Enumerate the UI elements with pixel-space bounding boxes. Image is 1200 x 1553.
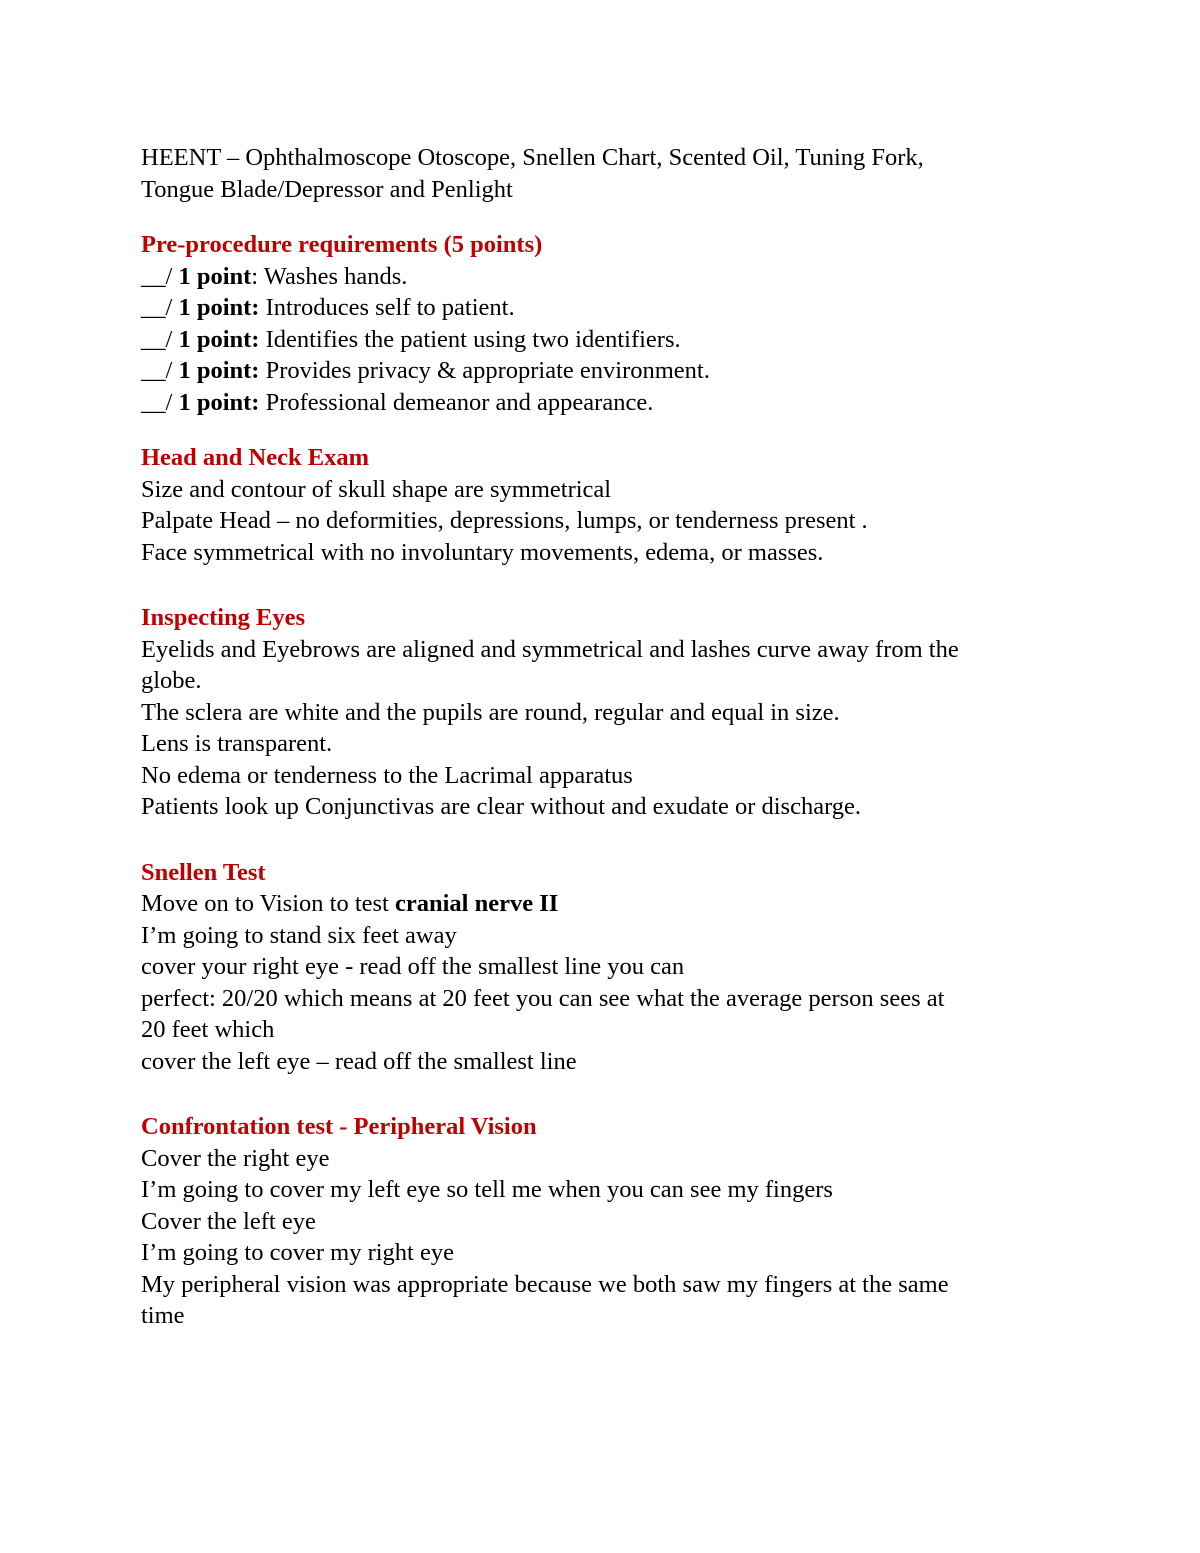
body-line: Cover the left eye — [141, 1207, 316, 1235]
spacer — [141, 418, 1071, 442]
eyes-heading: Inspecting Eyes — [141, 604, 306, 631]
score-blank: __/ — [141, 388, 179, 416]
body-line: No edema or tenderness to the Lacrimal apparatus — [141, 761, 633, 789]
checklist-text: Washes hands. — [263, 262, 408, 290]
points-label: 1 point: — [178, 325, 260, 353]
spacer — [141, 568, 1071, 602]
snellen-heading: Snellen Test — [141, 858, 266, 886]
body-line: Lens is transparent. — [141, 730, 333, 757]
score-blank: __/ — [141, 357, 179, 384]
body-line: globe. — [141, 667, 202, 694]
emphasis-text: cranial nerve II — [394, 890, 559, 917]
checklist-item — [141, 292, 1071, 324]
body-line: I’m going to cover my right eye — [141, 1239, 454, 1266]
points-label: 1 point — [178, 262, 252, 290]
body-line: I’m going to stand six feet away — [141, 921, 457, 949]
intro-line-2: Tongue Blade/Depressor and Penlight — [141, 175, 513, 203]
preprocedure-heading: Pre-procedure requirements (5 points) — [141, 231, 543, 258]
body-line: cover your right eye - read off the smallest line you can — [141, 953, 685, 980]
checklist-item — [141, 261, 1071, 293]
body-line: Eyelids and Eyebrows are aligned and symmetrical and lashes curve away from the — [141, 635, 959, 663]
intro-line-1: HEENT – Ophthalmoscope Otoscope, Snellen Chart, Scented Oil, Tuning Fork, — [141, 144, 924, 171]
body-line — [141, 888, 1071, 920]
body-line: cover the left eye – read off the smallest line — [141, 1047, 577, 1075]
checklist-text: Introduces self to patient. — [265, 294, 515, 321]
checklist-text: Identifies the patient using two identifiers. — [265, 325, 681, 353]
score-blank: __/ — [141, 325, 179, 353]
document-page — [141, 142, 1071, 1332]
separator: : — [251, 262, 264, 290]
body-line: Size and contour of skull shape are symmetrical — [141, 475, 612, 503]
score-blank: __/ — [141, 262, 179, 290]
score-blank: __/ — [141, 294, 179, 321]
body-line: Palpate Head – no deformities, depressions, lumps, or tenderness present . — [141, 507, 868, 534]
checklist-text: Professional demeanor and appearance. — [265, 388, 654, 416]
body-line: perfect: 20/20 which means at 20 feet you can see what the average person sees at — [141, 984, 945, 1012]
checklist-item — [141, 324, 1071, 356]
checklist-item — [141, 355, 1071, 387]
points-label: 1 point: — [178, 294, 260, 321]
body-line: My peripheral vision was appropriate because we both saw my fingers at the same — [141, 1270, 949, 1298]
checklist-text: Provides privacy & appropriate environment. — [265, 357, 710, 384]
body-line: I’m going to cover my left eye so tell me when you can see my fingers — [141, 1176, 833, 1203]
body-line: Cover the right eye — [141, 1144, 330, 1172]
points-label: 1 point: — [178, 388, 260, 416]
body-line: time — [141, 1302, 185, 1329]
body-line: Patients look up Conjunctivas are clear without and exudate or discharge. — [141, 793, 862, 820]
spacer — [141, 205, 1071, 229]
spacer — [141, 823, 1071, 857]
spacer — [141, 1077, 1071, 1111]
body-line: Face symmetrical with no involuntary movements, edema, or masses. — [141, 538, 824, 566]
points-label: 1 point: — [178, 357, 260, 384]
head-neck-heading: Head and Neck Exam — [141, 444, 370, 471]
checklist-item — [141, 387, 1071, 419]
body-line: 20 feet which — [141, 1016, 275, 1043]
confrontation-heading: Confrontation test - Peripheral Vision — [141, 1113, 537, 1140]
body-line: The sclera are white and the pupils are round, regular and equal in size. — [141, 698, 840, 726]
body-text: Move on to Vision to test — [141, 890, 395, 917]
